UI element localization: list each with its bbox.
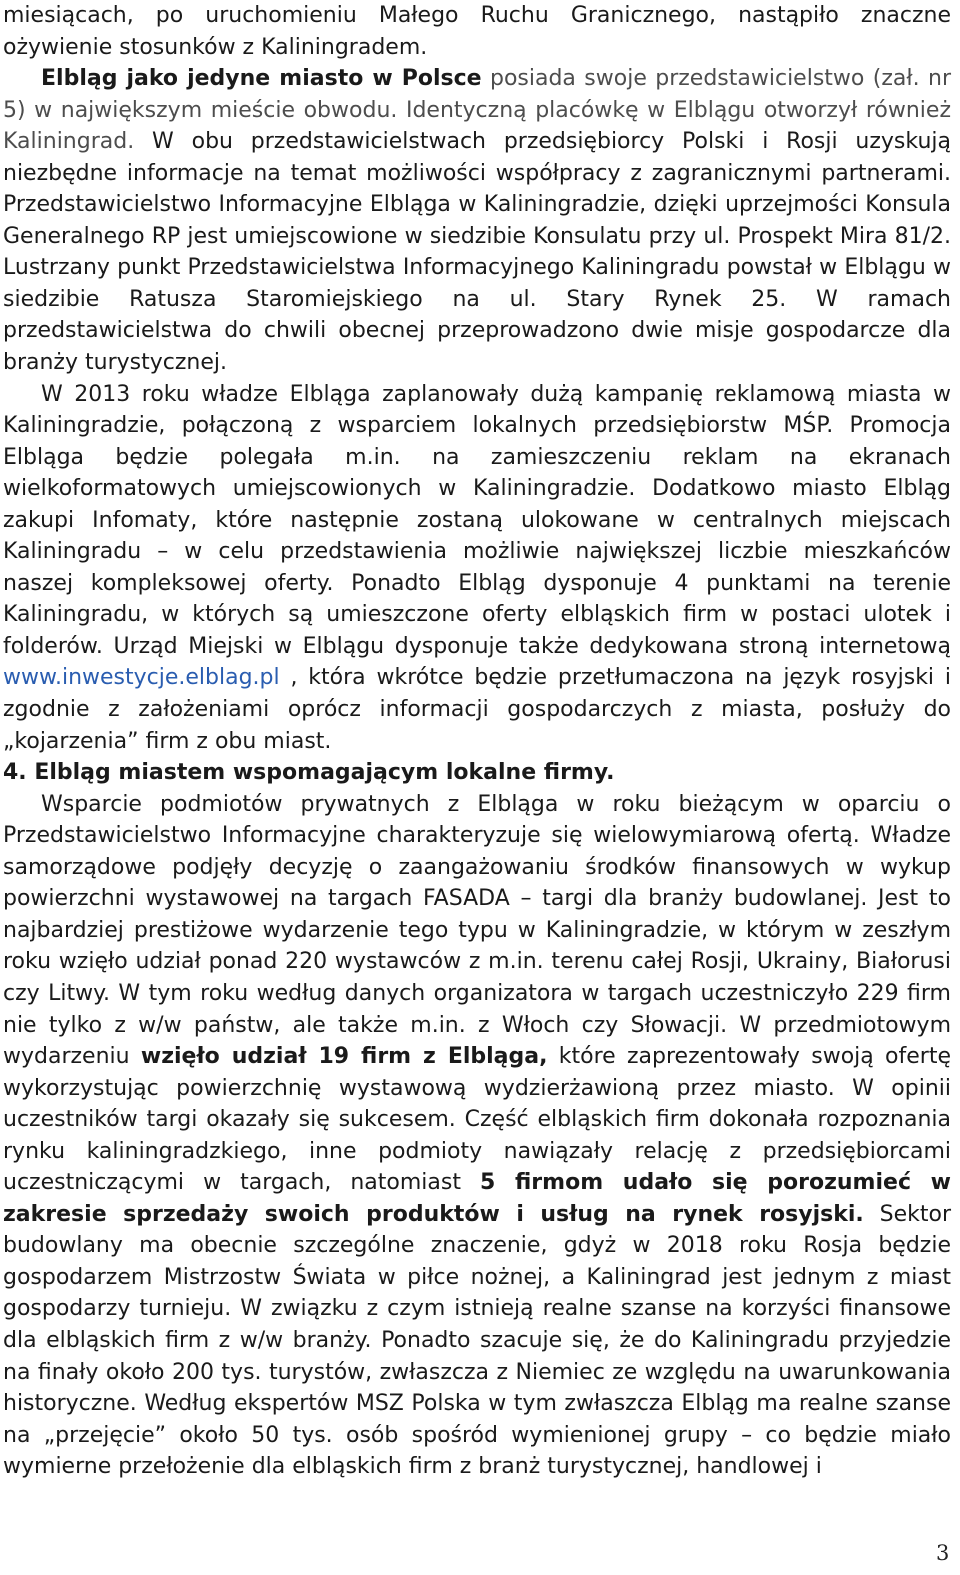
paragraph-4 (3, 789, 951, 1483)
paragraph-1 (3, 0, 951, 63)
page-number: 3 (936, 1541, 950, 1565)
paragraph-3-text-b: , która wkrótce będzie przetłumaczona na język rosyjski i zgodnie z założeniami oprócz informacji gospodarczych z miasta, posłuży do „kojarzenia” firm z obu miast. (3, 665, 951, 754)
paragraph-1-text: miesiącach, po uruchomieniu Małego Ruchu Granicznego, nastąpiło znaczne ożywienie stosunków z Kaliningradem. (3, 3, 951, 60)
paragraph-2-bold-lead: Elbląg jako jedyne miasto w Polsce (41, 66, 482, 92)
paragraph-4-text-a: Wsparcie podmiotów prywatnych z Elbląga w roku bieżącym w oparciu o Przedstawicielstwo Informacyjne charakteryzuje się wielowymiarową ofertą. Władze samorządowe podjęły decyzję o zaangażowaniu środków finansowych w wykup powierzchni wystawowej na targach FASADA – targi dla branży budowlanej. Jest to najbardziej prestiżowe wydarzenie tego typu w Kaliningradzie, w którym w zeszłym roku wzięło udział ponad 220 wystawców z m.in. terenu całej Rosji, Ukrainy, Białorusi czy Litwy. W tym roku według danych organizatora w targach uczestniczyło 229 firm nie tylko z w/w państw, ale także m.in. z Włoch czy Słowacji. W przedmiotowym wydarzeniu (3, 791, 951, 1070)
paragraph-2-text-a: posiada swoje przedstawicielstwo (zał. nr 5) w największym mieście obwodu. Identyczną placówkę w Elblągu otworzył również Kaliningrad. (3, 66, 951, 155)
paragraph-2 (3, 63, 951, 378)
paragraph-4-bold-a: wzięło udział 19 firm z Elbląga, (140, 1044, 548, 1070)
paragraph-3-text-a: W 2013 roku władze Elbląga zaplanowały dużą kampanię reklamową miasta w Kaliningradzie, połączoną z wsparciem lokalnych przedsiębiorstw MŚP. Promocja Elbląga będzie polegała m.in. na zamieszczeniu reklam na ekranach wielkoformatowych umiejscowionych w Kaliningradzie. Dodatkowo miasto Elbląg zakupi Infomaty, które następnie zostaną ulokowane w centralnych miejscach Kaliningradu – w celu przedstawienia możliwie największej liczbie mieszkańców naszej kompleksowej oferty. Ponadto Elbląg dysponuje 4 punktami na terenie Kaliningradu, w których są umieszczone oferty elbląskich firm w postaci ulotek i folderów. Urząd Miejski w Elblągu dysponuje także dedykowana stroną internetową (3, 381, 951, 659)
paragraph-4-text-b: które zaprezentowały swoją ofertę wykorzystując powierzchnię wystawową wydzierżawioną przez miasto. W opinii uczestników targi okazały się sukcesem. Część elbląskich firm dokonała rozpoznania rynku kaliningradzkiego, inne podmioty nawiązały relację z przedsiębiorcami uczestniczącymi w targach, natomiast (3, 1044, 951, 1196)
paragraph-4-bold-b: 5 firmom udało się porozumieć w zakresie sprzedaży swoich produktów i usług na rynek rosyjski. (3, 1170, 951, 1227)
paragraph-4-text-c: Sektor budowlany ma obecnie szczególne znaczenie, gdyż w 2018 roku Rosja będzie gospodarzem Mistrzostw Świata w piłce nożnej, a Kaliningrad jest jednym z miast gospodarzy turnieju. W związku z czym istnieją realne szanse na korzyści finansowe dla elbląskich firm z w/w branży. Ponadto szacuje się, że do Kaliningradu przyjedzie na finały około 200 tys. turystów, zwłaszcza z Niemiec ze względu na uwarunkowania historyczne. Według ekspertów MSZ Polska w tym zwłaszcza Elbląg ma realne szanse na „przejęcie” około 50 tys. osób spośród wymienionej grupy – co będzie miało wymierne przełożenie dla elbląskich firm z branż turystycznej, handlowej i (3, 1201, 951, 1480)
website-link[interactable]: www.inwestycje.elblag.pl (3, 665, 280, 691)
paragraph-2-text-b: W obu przedstawicielstwach przedsiębiorcy Polski i Rosji uzyskują niezbędne informacje na temat możliwości współpracy z zagranicznymi partnerami. Przedstawicielstwo Informacyjne Elbląga w Kaliningradzie, dzięki uprzejmości Konsula Generalnego RP jest umiejscowione w siedzibie Konsulatu przy ul. Prospekt Mira 81/2. Lustrzany punkt Przedstawicielstwa Informacyjnego Kaliningradu powstał w Elblągu w siedzibie Ratusza Staromiejskiego na ul. Stary Rynek 25. W ramach przedstawicielstwa do chwili obecnej przeprowadzono dwie misje gospodarcze dla branży turystycznej. (3, 129, 951, 376)
document-page (3, 0, 951, 1483)
section-heading: 4. Elbląg miastem wspomagającym lokalne firmy. (3, 760, 615, 786)
paragraph-3 (3, 379, 951, 758)
